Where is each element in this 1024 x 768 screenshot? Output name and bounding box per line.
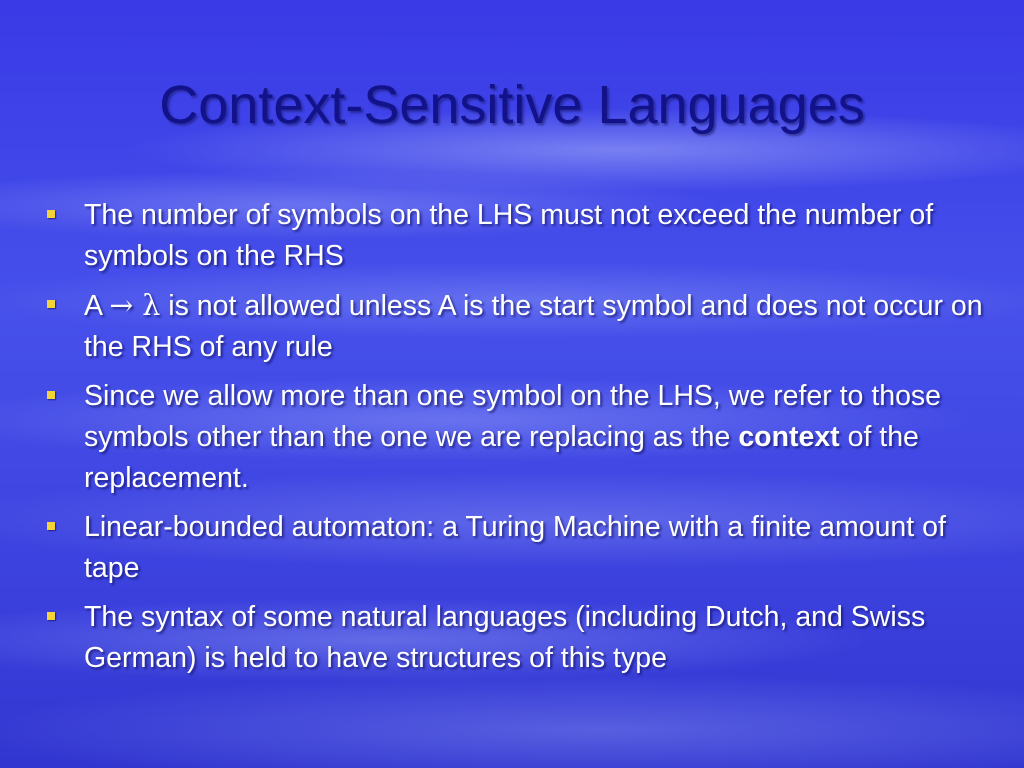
right-arrow-icon: → xyxy=(109,289,134,322)
bullet-text: The syntax of some natural languages (including Dutch, and Swiss German) is held to have structures of this type xyxy=(84,601,926,674)
bullet-item-lhs-rhs xyxy=(47,195,997,277)
square-bullet-icon xyxy=(47,210,55,218)
bullet-text-rest: is not allowed unless A is the start symbol and does not occur on the RHS of any rule xyxy=(84,290,983,363)
bullet-list xyxy=(47,195,997,687)
bullet-text: Linear-bounded automaton: a Turing Machine with a finite amount of tape xyxy=(84,511,946,584)
square-bullet-icon xyxy=(47,391,55,399)
bullet-item-lba xyxy=(47,507,997,589)
bullet-item-lambda-rule xyxy=(47,285,997,368)
bullet-text-lead: A xyxy=(84,290,110,322)
bullet-text-after: of the replacement. xyxy=(84,421,919,494)
bullet-item-natural-languages xyxy=(47,597,997,679)
bullet-text: The number of symbols on the LHS must not exceed the number of symbols on the RHS xyxy=(84,199,934,272)
square-bullet-icon xyxy=(47,612,55,620)
square-bullet-icon xyxy=(47,522,55,530)
square-bullet-icon xyxy=(47,300,55,308)
bullet-text-bold-context: context xyxy=(738,421,840,453)
slide-title: Context-Sensitive Languages xyxy=(159,75,865,135)
bullet-text-before: Since we allow more than one symbol on the LHS, we refer to those symbols other than the one we are replacing as the xyxy=(84,380,942,453)
lambda-symbol: λ xyxy=(133,289,161,322)
bullet-item-context xyxy=(47,376,997,499)
